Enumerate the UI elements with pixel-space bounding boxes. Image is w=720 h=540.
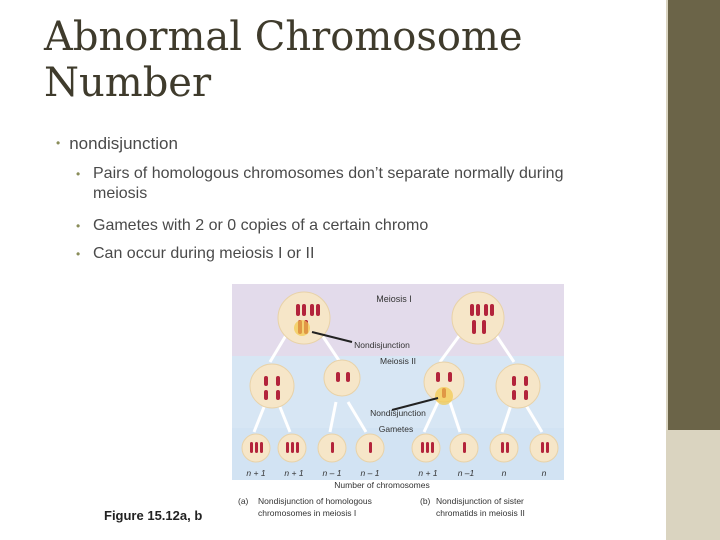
title-line-1: Abnormal Chromosome: [44, 14, 523, 60]
subbullet-text: Can occur during meiosis I or II: [93, 245, 315, 262]
axis-label: Number of chromosomes: [334, 480, 430, 490]
label-nondisjunction-1: Nondisjunction: [354, 340, 410, 350]
parent-cell-b: [452, 292, 504, 344]
caption-b-line1: Nondisjunction of sister: [436, 496, 524, 506]
gamete-label-1: n + 1: [246, 468, 266, 478]
gamete-label-3: n – 1: [322, 468, 342, 478]
caption-b-letter: (b): [420, 496, 431, 506]
gamete-label-4: n – 1: [360, 468, 380, 478]
bullet-dot-icon: •: [76, 167, 81, 181]
caption-a-line1: Nondisjunction of homologous: [258, 496, 372, 506]
panel-captions: [238, 496, 525, 518]
label-meiosis-1: Meiosis I: [376, 294, 412, 304]
figure-svg: [232, 284, 564, 520]
slide-title: [44, 14, 604, 106]
title-line-2: Number: [44, 60, 212, 106]
cell-m2-1: [250, 364, 294, 408]
bullet-nondisjunction: [56, 134, 178, 154]
caption-a-letter: (a): [238, 496, 249, 506]
caption-b-line2: chromatids in meiosis II: [436, 508, 525, 518]
subbullet-text: Gametes with 2 or 0 copies of a certain chromo: [93, 217, 429, 234]
bullet-dot-icon: •: [56, 136, 61, 150]
subbullet-text: Pairs of homologous chromosomes don’t separate normally during meiosis: [93, 165, 564, 202]
gamete-label-7: n: [501, 468, 507, 478]
side-accent-dark-panel: [668, 0, 720, 430]
gamete-label-8: n: [541, 468, 547, 478]
nondisjunction-figure: [232, 284, 564, 520]
parent-cell-a: [278, 292, 330, 344]
bullet-dot-icon: •: [76, 219, 81, 233]
bullet-text: nondisjunction: [69, 134, 178, 153]
figure-caption: Figure 15.12a, b: [104, 508, 203, 523]
label-gametes: Gametes: [378, 424, 414, 434]
bullet-dot-icon: •: [76, 247, 81, 261]
label-meiosis-2: Meiosis II: [380, 356, 416, 366]
gamete-label-2: n + 1: [284, 468, 304, 478]
label-nondisjunction-2: Nondisjunction: [370, 408, 426, 418]
nondisjunction-highlight: [294, 320, 310, 336]
gamete-label-5: n + 1: [418, 468, 438, 478]
subbullet-1: [76, 164, 596, 204]
nondisjunction-highlight-2: [435, 387, 453, 405]
subbullet-2: [76, 216, 596, 236]
cell-m2-4: [496, 364, 540, 408]
gamete-label-6: n –1: [457, 468, 475, 478]
cell-m2-2: [324, 360, 360, 396]
subbullet-3: [76, 244, 596, 264]
caption-a-line2: chromosomes in meiosis I: [258, 508, 357, 518]
